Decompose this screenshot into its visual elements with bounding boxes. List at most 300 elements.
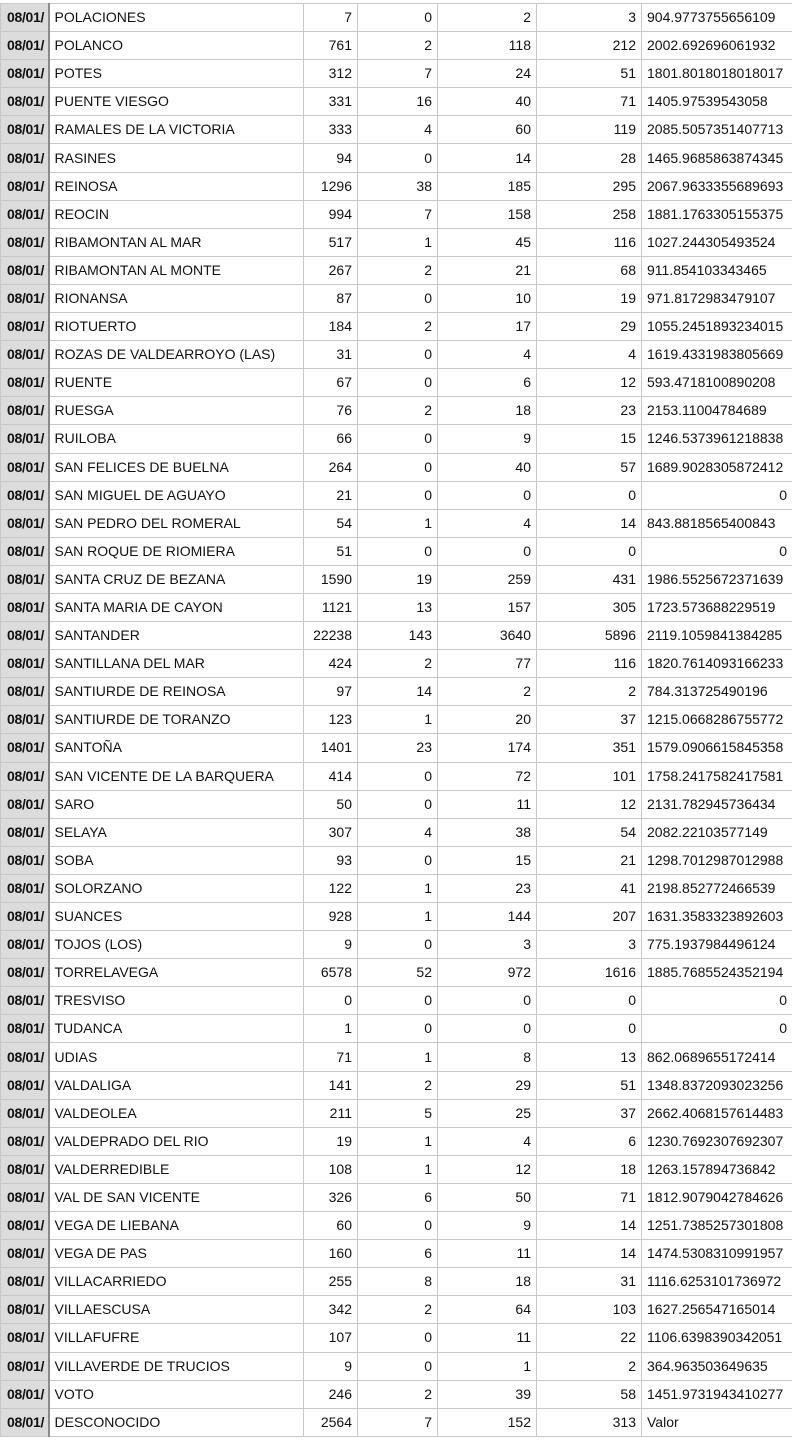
value-cell-1[interactable]: 67 (304, 369, 358, 397)
value-cell-4[interactable]: 37 (537, 706, 642, 734)
value-cell-3[interactable]: 64 (438, 1296, 537, 1324)
value-cell-3[interactable]: 14 (438, 144, 537, 172)
value-cell-4[interactable]: 101 (537, 762, 642, 790)
municipality-cell[interactable]: VILLAESCUSA (49, 1296, 304, 1324)
value-cell-1[interactable]: 424 (304, 650, 358, 678)
value-cell-3[interactable]: 39 (438, 1380, 537, 1408)
value-cell-3[interactable]: 9 (438, 425, 537, 453)
municipality-cell[interactable]: SOBA (49, 846, 304, 874)
value-cell-1[interactable]: 141 (304, 1071, 358, 1099)
value-cell-3[interactable]: 158 (438, 200, 537, 228)
rate-cell[interactable]: 843.8818565400843 (642, 509, 792, 537)
date-cell[interactable]: 08/01/ (1, 228, 49, 256)
municipality-cell[interactable]: VILLAFUFRE (49, 1324, 304, 1352)
municipality-cell[interactable]: VALDEPRADO DEL RIO (49, 1127, 304, 1155)
value-cell-4[interactable]: 21 (537, 846, 642, 874)
rate-cell[interactable]: 911.854103343465 (642, 256, 792, 284)
date-cell[interactable]: 08/01/ (1, 959, 49, 987)
value-cell-4[interactable]: 2 (537, 1352, 642, 1380)
value-cell-3[interactable]: 3640 (438, 622, 537, 650)
value-cell-1[interactable]: 54 (304, 509, 358, 537)
value-cell-4[interactable]: 119 (537, 116, 642, 144)
rate-cell[interactable]: 2153.11004784689 (642, 397, 792, 425)
date-cell[interactable]: 08/01/ (1, 1380, 49, 1408)
value-cell-4[interactable]: 28 (537, 144, 642, 172)
value-cell-4[interactable]: 116 (537, 650, 642, 678)
value-cell-4[interactable]: 58 (537, 1380, 642, 1408)
municipality-cell[interactable]: RUILOBA (49, 425, 304, 453)
value-cell-1[interactable]: 71 (304, 1043, 358, 1071)
value-cell-1[interactable]: 0 (304, 987, 358, 1015)
value-cell-1[interactable]: 19 (304, 1127, 358, 1155)
value-cell-3[interactable]: 185 (438, 172, 537, 200)
value-cell-2[interactable]: 0 (358, 1324, 438, 1352)
date-cell[interactable]: 08/01/ (1, 313, 49, 341)
municipality-cell[interactable]: SANTIURDE DE REINOSA (49, 678, 304, 706)
value-cell-4[interactable]: 116 (537, 228, 642, 256)
municipality-cell[interactable]: POLACIONES (49, 4, 304, 32)
date-cell[interactable]: 08/01/ (1, 425, 49, 453)
rate-cell[interactable]: 2085.5057351407713 (642, 116, 792, 144)
value-cell-2[interactable]: 0 (358, 369, 438, 397)
value-cell-3[interactable]: 4 (438, 1127, 537, 1155)
value-cell-4[interactable]: 14 (537, 1240, 642, 1268)
municipality-cell[interactable]: DESCONOCIDO (49, 1408, 304, 1436)
municipality-cell[interactable]: SAN PEDRO DEL ROMERAL (49, 509, 304, 537)
value-cell-4[interactable]: 71 (537, 1183, 642, 1211)
value-cell-4[interactable]: 23 (537, 397, 642, 425)
value-cell-1[interactable]: 7 (304, 4, 358, 32)
value-cell-2[interactable]: 6 (358, 1183, 438, 1211)
municipality-cell[interactable]: SARO (49, 790, 304, 818)
date-cell[interactable]: 08/01/ (1, 846, 49, 874)
value-cell-2[interactable]: 5 (358, 1099, 438, 1127)
rate-cell[interactable]: 1298.7012987012988 (642, 846, 792, 874)
value-cell-2[interactable]: 1 (358, 228, 438, 256)
value-cell-1[interactable]: 1121 (304, 593, 358, 621)
value-cell-1[interactable]: 312 (304, 60, 358, 88)
date-cell[interactable]: 08/01/ (1, 1043, 49, 1071)
value-cell-2[interactable]: 1 (358, 509, 438, 537)
value-cell-2[interactable]: 0 (358, 4, 438, 32)
value-cell-1[interactable]: 93 (304, 846, 358, 874)
value-cell-3[interactable]: 118 (438, 32, 537, 60)
date-cell[interactable]: 08/01/ (1, 931, 49, 959)
value-cell-2[interactable]: 52 (358, 959, 438, 987)
value-cell-1[interactable]: 123 (304, 706, 358, 734)
rate-cell[interactable]: 0 (642, 1015, 792, 1043)
value-cell-1[interactable]: 21 (304, 481, 358, 509)
value-cell-3[interactable]: 24 (438, 60, 537, 88)
value-cell-2[interactable]: 2 (358, 1380, 438, 1408)
value-cell-1[interactable]: 87 (304, 284, 358, 312)
date-cell[interactable]: 08/01/ (1, 172, 49, 200)
value-cell-1[interactable]: 50 (304, 790, 358, 818)
rate-cell[interactable]: 2119.1059841384285 (642, 622, 792, 650)
value-cell-4[interactable]: 103 (537, 1296, 642, 1324)
value-cell-4[interactable]: 37 (537, 1099, 642, 1127)
municipality-cell[interactable]: ROZAS DE VALDEARROYO (LAS) (49, 341, 304, 369)
municipality-cell[interactable]: TUDANCA (49, 1015, 304, 1043)
rate-cell[interactable]: 1881.1763305155375 (642, 200, 792, 228)
value-cell-4[interactable]: 258 (537, 200, 642, 228)
municipality-cell[interactable]: TRESVISO (49, 987, 304, 1015)
date-cell[interactable]: 08/01/ (1, 1212, 49, 1240)
rate-cell[interactable]: 1820.7614093166233 (642, 650, 792, 678)
value-cell-3[interactable]: 972 (438, 959, 537, 987)
value-cell-2[interactable]: 7 (358, 60, 438, 88)
value-cell-1[interactable]: 414 (304, 762, 358, 790)
date-cell[interactable]: 08/01/ (1, 369, 49, 397)
value-cell-3[interactable]: 11 (438, 1240, 537, 1268)
value-cell-1[interactable]: 1401 (304, 734, 358, 762)
municipality-cell[interactable]: RASINES (49, 144, 304, 172)
date-cell[interactable]: 08/01/ (1, 144, 49, 172)
date-cell[interactable]: 08/01/ (1, 1240, 49, 1268)
rate-cell[interactable]: 1027.244305493524 (642, 228, 792, 256)
municipality-cell[interactable]: SANTANDER (49, 622, 304, 650)
rate-cell[interactable]: 1631.3583323892603 (642, 903, 792, 931)
municipality-cell[interactable]: VOTO (49, 1380, 304, 1408)
value-cell-4[interactable]: 351 (537, 734, 642, 762)
rate-cell[interactable]: 1758.2417582417581 (642, 762, 792, 790)
rate-cell[interactable]: 1246.5373961218838 (642, 425, 792, 453)
value-cell-2[interactable]: 0 (358, 341, 438, 369)
municipality-cell[interactable]: RIBAMONTAN AL MONTE (49, 256, 304, 284)
rate-cell[interactable]: 971.8172983479107 (642, 284, 792, 312)
value-cell-4[interactable]: 51 (537, 1071, 642, 1099)
date-cell[interactable]: 08/01/ (1, 284, 49, 312)
value-cell-1[interactable]: 51 (304, 537, 358, 565)
date-cell[interactable]: 08/01/ (1, 790, 49, 818)
value-cell-4[interactable]: 14 (537, 509, 642, 537)
municipality-cell[interactable]: SOLORZANO (49, 874, 304, 902)
value-cell-4[interactable]: 31 (537, 1268, 642, 1296)
value-cell-2[interactable]: 1 (358, 903, 438, 931)
value-cell-3[interactable]: 174 (438, 734, 537, 762)
date-cell[interactable]: 08/01/ (1, 1015, 49, 1043)
value-cell-4[interactable]: 0 (537, 987, 642, 1015)
value-cell-3[interactable]: 6 (438, 369, 537, 397)
date-cell[interactable]: 08/01/ (1, 1127, 49, 1155)
municipality-cell[interactable]: UDIAS (49, 1043, 304, 1071)
value-cell-1[interactable]: 246 (304, 1380, 358, 1408)
municipality-cell[interactable]: TOJOS (LOS) (49, 931, 304, 959)
municipality-cell[interactable]: RUENTE (49, 369, 304, 397)
rate-cell[interactable]: 1106.6398390342051 (642, 1324, 792, 1352)
value-cell-4[interactable]: 19 (537, 284, 642, 312)
value-cell-3[interactable]: 10 (438, 284, 537, 312)
value-cell-1[interactable]: 994 (304, 200, 358, 228)
value-cell-1[interactable]: 928 (304, 903, 358, 931)
value-cell-2[interactable]: 16 (358, 88, 438, 116)
value-cell-2[interactable]: 13 (358, 593, 438, 621)
value-cell-4[interactable]: 13 (537, 1043, 642, 1071)
value-cell-3[interactable]: 50 (438, 1183, 537, 1211)
date-cell[interactable]: 08/01/ (1, 706, 49, 734)
value-cell-4[interactable]: 3 (537, 4, 642, 32)
value-cell-4[interactable]: 22 (537, 1324, 642, 1352)
value-cell-2[interactable]: 1 (358, 874, 438, 902)
date-cell[interactable]: 08/01/ (1, 874, 49, 902)
rate-cell[interactable]: 2082.22103577149 (642, 818, 792, 846)
rate-cell[interactable]: 1723.573688229519 (642, 593, 792, 621)
value-cell-1[interactable]: 761 (304, 32, 358, 60)
rate-cell[interactable]: 593.4718100890208 (642, 369, 792, 397)
value-cell-2[interactable]: 23 (358, 734, 438, 762)
value-cell-3[interactable]: 3 (438, 931, 537, 959)
value-cell-2[interactable]: 4 (358, 818, 438, 846)
value-cell-1[interactable]: 6578 (304, 959, 358, 987)
value-cell-1[interactable]: 331 (304, 88, 358, 116)
rate-cell[interactable]: 1579.0906615845358 (642, 734, 792, 762)
value-cell-4[interactable]: 71 (537, 88, 642, 116)
value-cell-2[interactable]: 2 (358, 1296, 438, 1324)
value-cell-3[interactable]: 259 (438, 565, 537, 593)
date-cell[interactable]: 08/01/ (1, 987, 49, 1015)
value-cell-3[interactable]: 29 (438, 1071, 537, 1099)
value-cell-4[interactable]: 0 (537, 537, 642, 565)
date-cell[interactable]: 08/01/ (1, 1408, 49, 1436)
value-cell-1[interactable]: 255 (304, 1268, 358, 1296)
municipality-cell[interactable]: VEGA DE LIEBANA (49, 1212, 304, 1240)
value-cell-3[interactable]: 20 (438, 706, 537, 734)
value-cell-2[interactable]: 0 (358, 284, 438, 312)
municipality-cell[interactable]: TORRELAVEGA (49, 959, 304, 987)
rate-cell[interactable]: 2002.692696061932 (642, 32, 792, 60)
rate-cell[interactable]: 1230.7692307692307 (642, 1127, 792, 1155)
municipality-cell[interactable]: PUENTE VIESGO (49, 88, 304, 116)
value-cell-3[interactable]: 21 (438, 256, 537, 284)
value-cell-2[interactable]: 7 (358, 200, 438, 228)
value-cell-4[interactable]: 41 (537, 874, 642, 902)
value-cell-3[interactable]: 11 (438, 1324, 537, 1352)
rate-cell[interactable]: 1885.7685524352194 (642, 959, 792, 987)
date-cell[interactable]: 08/01/ (1, 453, 49, 481)
value-cell-1[interactable]: 97 (304, 678, 358, 706)
value-cell-4[interactable]: 4 (537, 341, 642, 369)
value-cell-3[interactable]: 40 (438, 453, 537, 481)
value-cell-1[interactable]: 2564 (304, 1408, 358, 1436)
value-cell-4[interactable]: 15 (537, 425, 642, 453)
value-cell-3[interactable]: 72 (438, 762, 537, 790)
date-cell[interactable]: 08/01/ (1, 537, 49, 565)
value-cell-3[interactable]: 12 (438, 1155, 537, 1183)
value-cell-1[interactable]: 267 (304, 256, 358, 284)
municipality-cell[interactable]: SAN VICENTE DE LA BARQUERA (49, 762, 304, 790)
rate-cell[interactable]: 862.0689655172414 (642, 1043, 792, 1071)
rate-cell[interactable]: 1627.256547165014 (642, 1296, 792, 1324)
value-cell-4[interactable]: 295 (537, 172, 642, 200)
value-cell-4[interactable]: 0 (537, 481, 642, 509)
value-cell-1[interactable]: 517 (304, 228, 358, 256)
value-cell-1[interactable]: 9 (304, 931, 358, 959)
value-cell-2[interactable]: 8 (358, 1268, 438, 1296)
date-cell[interactable]: 08/01/ (1, 762, 49, 790)
value-cell-3[interactable]: 17 (438, 313, 537, 341)
value-cell-3[interactable]: 4 (438, 341, 537, 369)
date-cell[interactable]: 08/01/ (1, 116, 49, 144)
date-cell[interactable]: 08/01/ (1, 650, 49, 678)
rate-cell[interactable]: 1474.5308310991957 (642, 1240, 792, 1268)
rate-cell[interactable]: 1348.8372093023256 (642, 1071, 792, 1099)
value-cell-2[interactable]: 0 (358, 453, 438, 481)
value-cell-3[interactable]: 60 (438, 116, 537, 144)
value-cell-4[interactable]: 2 (537, 678, 642, 706)
municipality-cell[interactable]: RAMALES DE LA VICTORIA (49, 116, 304, 144)
value-cell-3[interactable]: 152 (438, 1408, 537, 1436)
rate-cell[interactable]: Valor (642, 1408, 792, 1436)
value-cell-1[interactable]: 22238 (304, 622, 358, 650)
date-cell[interactable]: 08/01/ (1, 32, 49, 60)
rate-cell[interactable]: 904.9773755656109 (642, 4, 792, 32)
date-cell[interactable]: 08/01/ (1, 734, 49, 762)
value-cell-3[interactable]: 0 (438, 481, 537, 509)
value-cell-3[interactable]: 4 (438, 509, 537, 537)
rate-cell[interactable]: 1116.6253101736972 (642, 1268, 792, 1296)
municipality-cell[interactable]: SELAYA (49, 818, 304, 846)
date-cell[interactable]: 08/01/ (1, 622, 49, 650)
value-cell-1[interactable]: 307 (304, 818, 358, 846)
value-cell-4[interactable]: 6 (537, 1127, 642, 1155)
rate-cell[interactable]: 1263.157894736842 (642, 1155, 792, 1183)
value-cell-1[interactable]: 76 (304, 397, 358, 425)
value-cell-2[interactable]: 0 (358, 1352, 438, 1380)
value-cell-1[interactable]: 160 (304, 1240, 358, 1268)
value-cell-3[interactable]: 2 (438, 678, 537, 706)
value-cell-3[interactable]: 18 (438, 1268, 537, 1296)
municipality-cell[interactable]: VALDEOLEA (49, 1099, 304, 1127)
value-cell-2[interactable]: 0 (358, 144, 438, 172)
municipality-cell[interactable]: RIONANSA (49, 284, 304, 312)
value-cell-3[interactable]: 9 (438, 1212, 537, 1240)
value-cell-2[interactable]: 2 (358, 650, 438, 678)
value-cell-1[interactable]: 1590 (304, 565, 358, 593)
value-cell-3[interactable]: 40 (438, 88, 537, 116)
municipality-cell[interactable]: RIOTUERTO (49, 313, 304, 341)
rate-cell[interactable]: 1251.7385257301808 (642, 1212, 792, 1240)
value-cell-1[interactable]: 94 (304, 144, 358, 172)
value-cell-3[interactable]: 144 (438, 903, 537, 931)
value-cell-1[interactable]: 1 (304, 1015, 358, 1043)
value-cell-2[interactable]: 0 (358, 1212, 438, 1240)
value-cell-3[interactable]: 1 (438, 1352, 537, 1380)
value-cell-3[interactable]: 8 (438, 1043, 537, 1071)
municipality-cell[interactable]: POLANCO (49, 32, 304, 60)
rate-cell[interactable]: 2662.4068157614483 (642, 1099, 792, 1127)
value-cell-3[interactable]: 0 (438, 537, 537, 565)
date-cell[interactable]: 08/01/ (1, 341, 49, 369)
rate-cell[interactable]: 1689.9028305872412 (642, 453, 792, 481)
value-cell-2[interactable]: 14 (358, 678, 438, 706)
value-cell-1[interactable]: 326 (304, 1183, 358, 1211)
value-cell-4[interactable]: 0 (537, 1015, 642, 1043)
value-cell-4[interactable]: 54 (537, 818, 642, 846)
date-cell[interactable]: 08/01/ (1, 1155, 49, 1183)
value-cell-2[interactable]: 0 (358, 762, 438, 790)
rate-cell[interactable]: 2067.9633355689693 (642, 172, 792, 200)
municipality-cell[interactable]: SANTIURDE DE TORANZO (49, 706, 304, 734)
value-cell-3[interactable]: 18 (438, 397, 537, 425)
municipality-cell[interactable]: REINOSA (49, 172, 304, 200)
value-cell-1[interactable]: 31 (304, 341, 358, 369)
date-cell[interactable]: 08/01/ (1, 509, 49, 537)
municipality-cell[interactable]: SANTOÑA (49, 734, 304, 762)
value-cell-1[interactable]: 66 (304, 425, 358, 453)
rate-cell[interactable]: 1986.5525672371639 (642, 565, 792, 593)
municipality-cell[interactable]: VEGA DE PAS (49, 1240, 304, 1268)
date-cell[interactable]: 08/01/ (1, 678, 49, 706)
value-cell-2[interactable]: 0 (358, 537, 438, 565)
municipality-cell[interactable]: RIBAMONTAN AL MAR (49, 228, 304, 256)
value-cell-3[interactable]: 25 (438, 1099, 537, 1127)
municipality-cell[interactable]: VILLACARRIEDO (49, 1268, 304, 1296)
date-cell[interactable]: 08/01/ (1, 818, 49, 846)
municipality-cell[interactable]: SAN ROQUE DE RIOMIERA (49, 537, 304, 565)
date-cell[interactable]: 08/01/ (1, 565, 49, 593)
value-cell-1[interactable]: 107 (304, 1324, 358, 1352)
value-cell-2[interactable]: 143 (358, 622, 438, 650)
value-cell-1[interactable]: 333 (304, 116, 358, 144)
value-cell-2[interactable]: 1 (358, 1043, 438, 1071)
value-cell-4[interactable]: 51 (537, 60, 642, 88)
value-cell-2[interactable]: 6 (358, 1240, 438, 1268)
value-cell-1[interactable]: 264 (304, 453, 358, 481)
date-cell[interactable]: 08/01/ (1, 60, 49, 88)
value-cell-2[interactable]: 2 (358, 313, 438, 341)
value-cell-4[interactable]: 5896 (537, 622, 642, 650)
value-cell-1[interactable]: 60 (304, 1212, 358, 1240)
rate-cell[interactable]: 1215.0668286755772 (642, 706, 792, 734)
value-cell-2[interactable]: 4 (358, 116, 438, 144)
value-cell-2[interactable]: 1 (358, 1127, 438, 1155)
value-cell-2[interactable]: 1 (358, 1155, 438, 1183)
value-cell-3[interactable]: 11 (438, 790, 537, 818)
value-cell-2[interactable]: 1 (358, 706, 438, 734)
value-cell-2[interactable]: 0 (358, 481, 438, 509)
date-cell[interactable]: 08/01/ (1, 256, 49, 284)
date-cell[interactable]: 08/01/ (1, 903, 49, 931)
date-cell[interactable]: 08/01/ (1, 1324, 49, 1352)
rate-cell[interactable]: 1451.9731943410277 (642, 1380, 792, 1408)
value-cell-3[interactable]: 2 (438, 4, 537, 32)
rate-cell[interactable]: 364.963503649635 (642, 1352, 792, 1380)
rate-cell[interactable]: 1405.97539543058 (642, 88, 792, 116)
value-cell-2[interactable]: 7 (358, 1408, 438, 1436)
rate-cell[interactable]: 2198.852772466539 (642, 874, 792, 902)
value-cell-4[interactable]: 12 (537, 790, 642, 818)
value-cell-2[interactable]: 0 (358, 425, 438, 453)
date-cell[interactable]: 08/01/ (1, 481, 49, 509)
value-cell-4[interactable]: 57 (537, 453, 642, 481)
value-cell-4[interactable]: 3 (537, 931, 642, 959)
date-cell[interactable]: 08/01/ (1, 200, 49, 228)
rate-cell[interactable]: 1465.9685863874345 (642, 144, 792, 172)
value-cell-1[interactable]: 211 (304, 1099, 358, 1127)
value-cell-3[interactable]: 15 (438, 846, 537, 874)
value-cell-1[interactable]: 9 (304, 1352, 358, 1380)
rate-cell[interactable]: 2131.782945736434 (642, 790, 792, 818)
municipality-cell[interactable]: SUANCES (49, 903, 304, 931)
value-cell-3[interactable]: 0 (438, 1015, 537, 1043)
date-cell[interactable]: 08/01/ (1, 1268, 49, 1296)
municipality-cell[interactable]: VAL DE SAN VICENTE (49, 1183, 304, 1211)
rate-cell[interactable]: 0 (642, 481, 792, 509)
municipality-cell[interactable]: POTES (49, 60, 304, 88)
municipality-cell[interactable]: VILLAVERDE DE TRUCIOS (49, 1352, 304, 1380)
municipality-cell[interactable]: SANTILLANA DEL MAR (49, 650, 304, 678)
value-cell-4[interactable]: 12 (537, 369, 642, 397)
